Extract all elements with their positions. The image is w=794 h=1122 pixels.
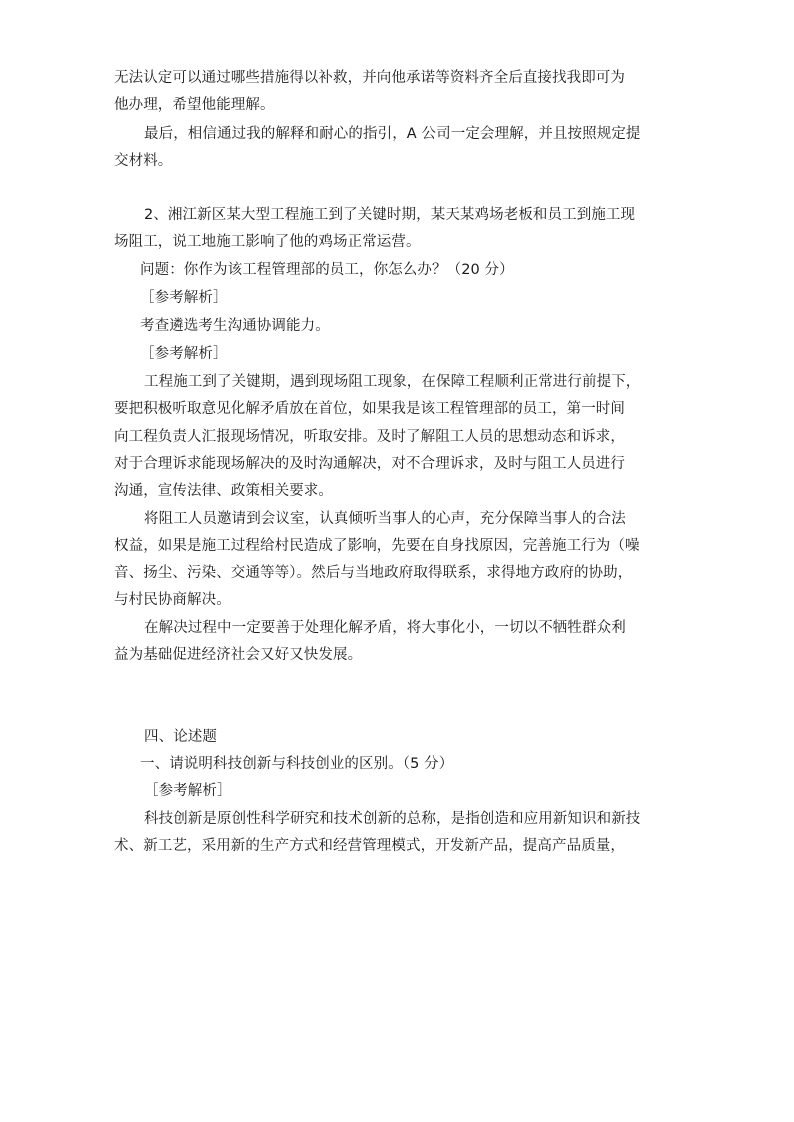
text-line: 与村民协商解决。 bbox=[114, 592, 231, 608]
text-line: 向工程负责人汇报现场情况，听取安排。及时了解阻工人员的思想动态和诉求， bbox=[114, 429, 625, 445]
text-line: 权益，如果是施工过程给村民造成了影响，先要在自身找原因，完善施工行为（噪 bbox=[114, 538, 640, 554]
text-line: 无法认定可以通过哪些措施得以补救，并向他承诺等资料齐全后直接找我即可为 bbox=[114, 70, 625, 86]
reference-label: ［参考解析］ bbox=[140, 346, 228, 362]
text-line: 要把积极听取意见化解矛盾放在首位，如果我是该工程管理部的员工，第一时间 bbox=[114, 401, 625, 417]
text-line: 他办理，希望他能理解。 bbox=[114, 97, 275, 113]
text-line: 音、扬尘、污染、交通等等）。然后与当地政府取得联系，求得地方政府的协助， bbox=[114, 565, 633, 581]
reference-label: ［参考解析］ bbox=[140, 290, 228, 306]
text-line: 益为基础促进经济社会又好又快发展。 bbox=[114, 647, 363, 663]
question-text: 一、请说明科技创新与科技创业的区别。（5 分） bbox=[140, 756, 454, 772]
text-line: 术、新工艺，采用新的生产方式和经营管理模式，开发新产品，提高产品质量， bbox=[114, 838, 625, 854]
text-line: 对于合理诉求能现场解决的及时沟通解决，对不合理诉求，及时与阻工人员进行 bbox=[114, 456, 625, 472]
text-line: 在解决过程中一定要善于处理化解矛盾，将大事化小，一切以不牺牲群众利 bbox=[144, 620, 626, 636]
text-line: 沟通，宣传法律、政策相关要求。 bbox=[114, 483, 333, 499]
text-line: 最后，相信通过我的解释和耐心的指引，A 公司一定会理解，并且按照规定提 bbox=[144, 126, 641, 142]
text-line: 工程施工到了关键期，遇到现场阻工现象，在保障工程顺利正常进行前提下， bbox=[144, 374, 641, 390]
question-heading: 2、湘江新区某大型工程施工到了关键时期，某天某鸡场老板和员工到施工现 bbox=[144, 207, 636, 223]
text-line: 科技创新是原创性科学研究和技术创新的总称，是指创造和应用新知识和新技 bbox=[144, 811, 641, 827]
section-heading: 四、论述题 bbox=[144, 729, 217, 745]
text-line: 考查遴选考生沟通协调能力。 bbox=[140, 318, 330, 334]
text-line: 场阻工，说工地施工影响了他的鸡场正常运营。 bbox=[114, 234, 421, 250]
reference-label: ［参考解析］ bbox=[144, 783, 232, 799]
text-line: 交材料。 bbox=[114, 153, 173, 169]
question-text: 问题：你作为该工程管理部的员工，你怎么办？（20 分） bbox=[140, 262, 514, 278]
text-line: 将阻工人员邀请到会议室，认真倾听当事人的心声，充分保障当事人的合法 bbox=[144, 511, 626, 527]
